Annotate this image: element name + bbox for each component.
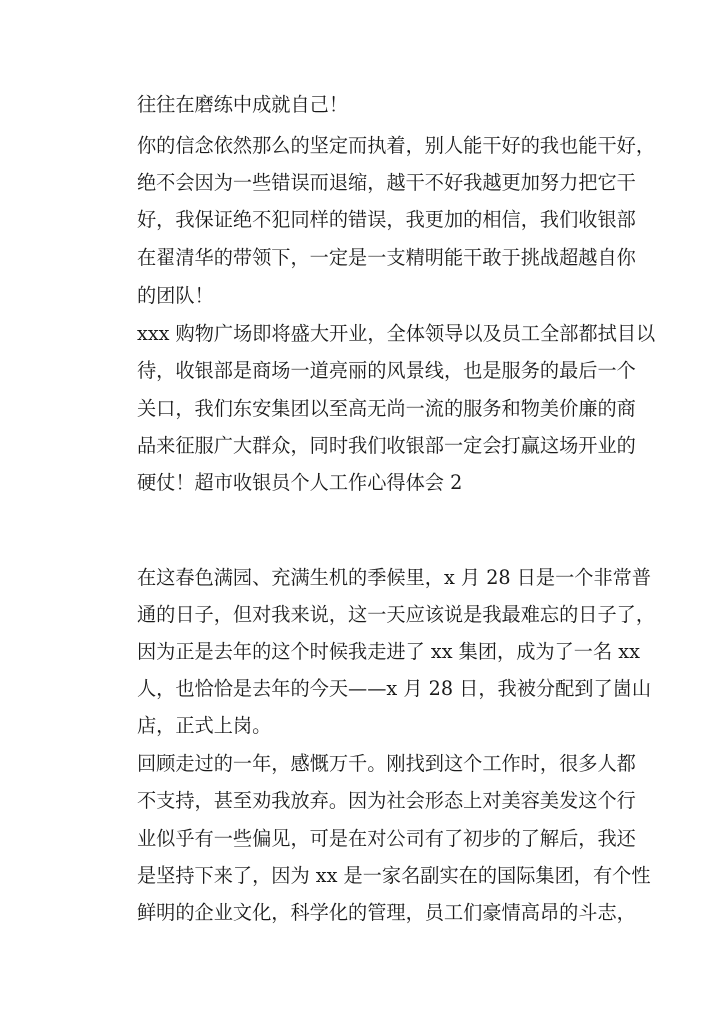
- text-line: 通的日子，但对我来说，这一天应该说是我最难忘的日子了，: [137, 603, 656, 626]
- text-line: 绝不会因为一些错误而退缩，越干不好我越更加努力把它干: [137, 171, 636, 194]
- text-line: 业似乎有一些偏见，可是在对公司有了初步的了解后，我还: [137, 827, 636, 850]
- text-line: 在这春色满园、充满生机的季候里，x 月 28 日是一个非常普: [137, 566, 652, 589]
- text-line: 回顾走过的一年，感慨万千。刚找到这个工作时，很多人都: [137, 752, 636, 775]
- text-line: 不支持，甚至劝我放弃。因为社会形态上对美容美发这个行: [137, 789, 636, 812]
- text-line: 你的信念依然那么的坚定而执着，别人能干好的我也能干好，: [137, 134, 656, 157]
- text-line: 是坚持下来了，因为 xx 是一家名副实在的国际集团，有个性: [137, 864, 651, 887]
- text-line: 硬仗！超市收银员个人工作心得体会 2: [137, 471, 463, 494]
- text-line: 关口，我们东安集团以至高无尚一流的服务和物美价廉的商: [137, 397, 636, 420]
- text-line: 因为正是去年的这个时候我走进了 xx 集团，成为了一名 xx: [137, 640, 640, 663]
- text-line: 好，我保证绝不犯同样的错误，我更加的相信，我们收银部: [137, 208, 636, 231]
- text-line: 的团队！: [137, 284, 214, 307]
- text-line: 鲜明的企业文化，科学化的管理，员工们豪情高昂的斗志，: [137, 901, 636, 924]
- text-line: 往往在磨练中成就自己！: [137, 93, 349, 116]
- text-line: xxx 购物广场即将盛大开业，全体领导以及员工全部都拭目以: [137, 322, 656, 345]
- text-line: 人，也恰恰是去年的今天——x 月 28 日，我被分配到了崮山: [137, 677, 652, 700]
- text-line: 品来征服广大群众，同时我们收银部一定会打赢这场开业的: [137, 434, 636, 457]
- text-line: 待，收银部是商场一道亮丽的风景线，也是服务的最后一个: [137, 359, 636, 382]
- text-line: 店，正式上岗。: [137, 714, 272, 737]
- text-line: 在翟清华的带领下，一定是一支精明能干敢于挑战超越自你: [137, 246, 636, 269]
